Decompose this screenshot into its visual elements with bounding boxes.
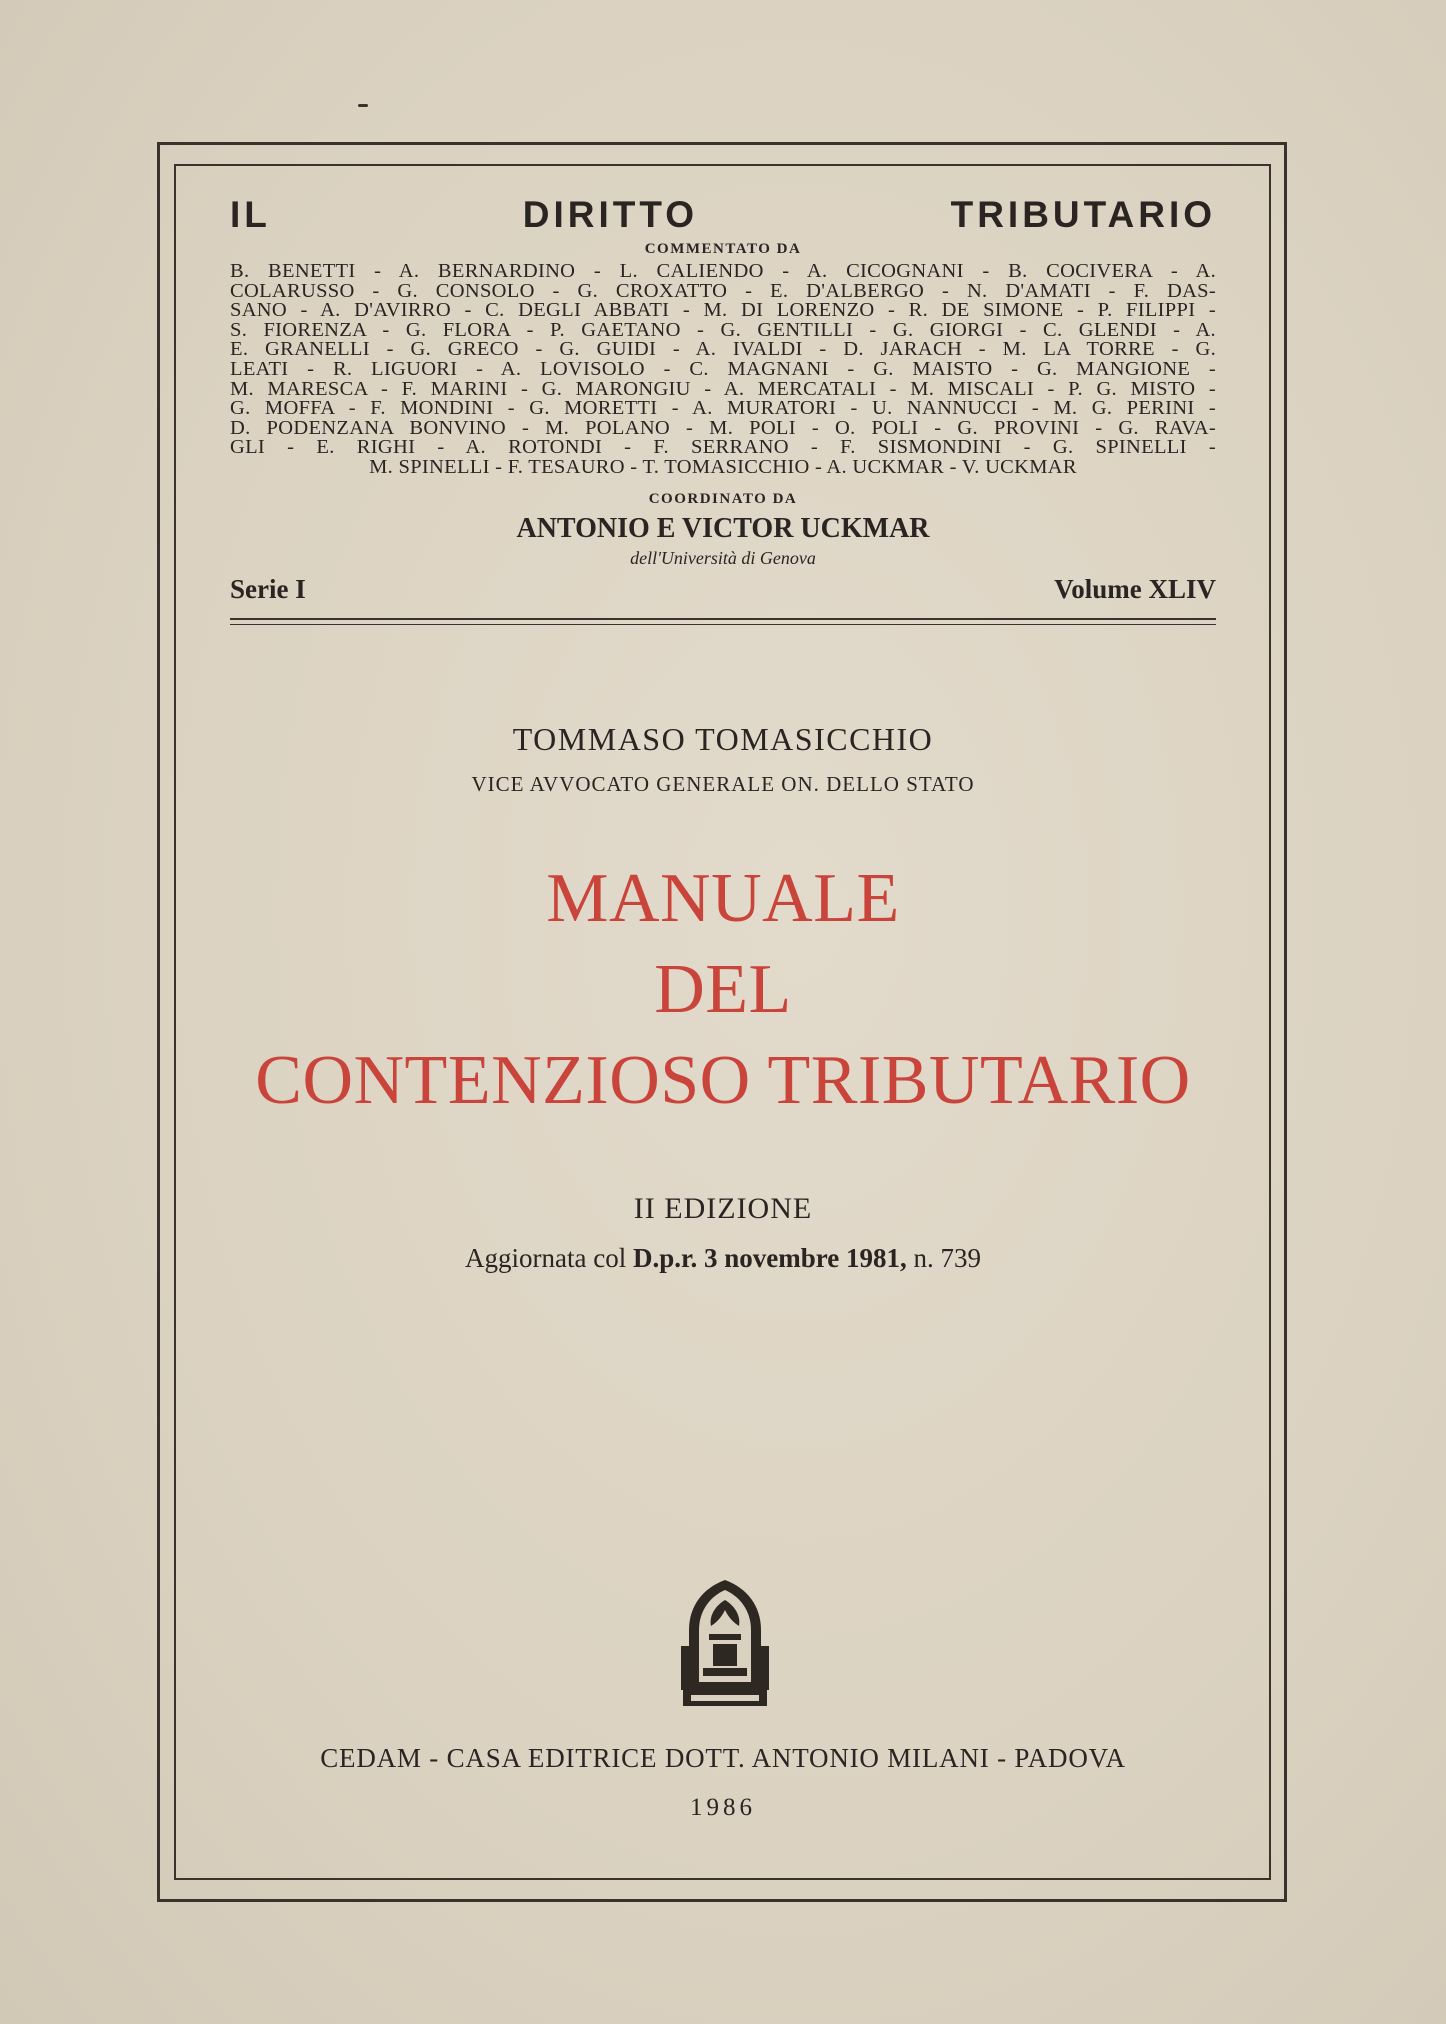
series-volume-row: [230, 572, 1216, 606]
authors-line: SANO - A. D'AVIRRO - C. DEGLI ABBATI - M. DI LORENZO - R. DE SIMONE - P. FILIPPI -: [230, 299, 1216, 322]
commented-by-label: COMMENTATO DA: [644, 241, 802, 257]
title-line: CONTENZIOSO TRIBUTARIO: [255, 1041, 1191, 1119]
edition: II EDIZIONE: [633, 1191, 813, 1225]
title-line: MANUALE: [546, 859, 900, 937]
authors-line: M. SPINELLI - F. TESAURO - T. TOMASICCHIO - A. UCKMAR - V. UCKMAR: [369, 455, 1077, 478]
cover-content: [230, 192, 1216, 1276]
updated-note: [230, 1240, 1216, 1276]
coordinators: ANTONIO E VICTOR UCKMAR: [516, 512, 930, 544]
authors-line: M. MARESCA - F. MARINI - G. MARONGIU - A. MERCATALI - M. MISCALI - P. G. MISTO -: [230, 377, 1216, 400]
author-role: VICE AVVOCATO GENERALE ON. DELLO STATO: [471, 771, 975, 796]
book-title: [230, 853, 1216, 1126]
updated-prefix: Aggiornata col: [465, 1242, 633, 1273]
ink-speck: [358, 104, 368, 107]
updated-law: D.p.r. 3 novembre 1981,: [632, 1242, 907, 1273]
publication-year: 1986: [690, 1794, 756, 1821]
authors-line: B. BENETTI - A. BERNARDINO - L. CALIENDO - A. CICOGNANI - B. COCIVERA - A.: [230, 260, 1216, 282]
updated-suffix: n. 739: [906, 1242, 981, 1273]
book-author: TOMMASO TOMASICCHIO: [512, 720, 934, 757]
authors-list: [230, 262, 1216, 478]
authors-line: GLI - E. RIGHI - A. ROTONDI - F. SERRANO - F. SISMONDINI - G. SPINELLI -: [230, 436, 1216, 459]
divider-rule-thin: [230, 624, 1216, 625]
authors-line: G. MOFFA - F. MONDINI - G. MORETTI - A. MURATORI - U. NANNUCCI - M. G. PERINI -: [230, 397, 1216, 420]
serie-label: Serie I: [230, 573, 306, 604]
volume-label: Volume XLIV: [1054, 573, 1216, 604]
authors-line: D. PODENZANA BONVINO - M. POLANO - M. POLI - O. POLI - G. PROVINI - G. RAVA-: [230, 416, 1216, 439]
publisher-emblem-icon: [679, 1578, 771, 1712]
authors-line: LEATI - R. LIGUORI - A. LOVISOLO - C. MAGNANI - G. MAISTO - G. MANGIONE -: [230, 357, 1216, 380]
authors-line: E. GRANELLI - G. GRECO - G. GUIDI - A. IVALDI - D. JARACH - M. LA TORRE - G.: [230, 338, 1216, 361]
coordinated-by-label: COORDINATO DA: [648, 490, 798, 507]
divider-rule: [230, 618, 1216, 620]
publisher-name: CEDAM - CASA EDITRICE DOTT. ANTONIO MILANI - PADOVA: [320, 1743, 1126, 1773]
university: dell'Università di Genova: [630, 547, 816, 568]
title-line: DEL: [654, 950, 792, 1028]
authors-line: COLARUSSO - G. CONSOLO - G. CROXATTO - E. D'ALBERGO - N. D'AMATI - F. DAS-: [230, 279, 1216, 302]
authors-line: S. FIORENZA - G. FLORA - P. GAETANO - G. GENTILLI - G. GIORGI - C. GLENDI - A.: [230, 318, 1216, 341]
series-title: IL DIRITTO TRIBUTARIO: [230, 194, 1216, 235]
